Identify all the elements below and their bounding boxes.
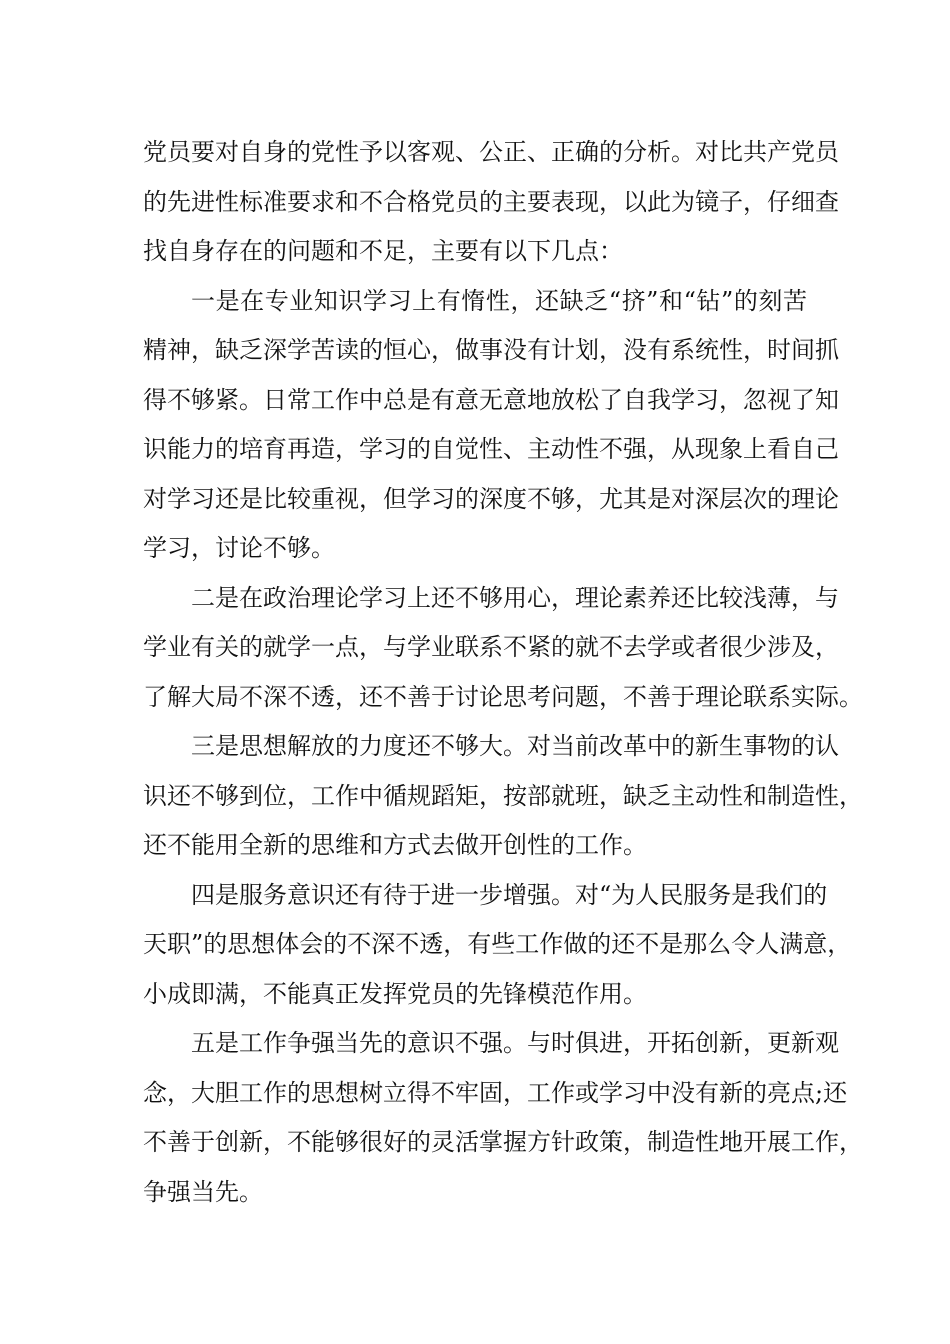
text-line: 小成即满，不能真正发挥党员的先锋模范作用。: [143, 979, 647, 1008]
text-line: 了解大局不深不透，还不善于讨论思考问题，不善于理论联系实际。: [143, 682, 863, 711]
text-line: 五是工作争强当先的意识不强。与时俱进，开拓创新，更新观: [191, 1029, 839, 1057]
text-line: 学业有关的就学一点，与学业联系不紧的就不去学或者很少涉及，: [143, 633, 839, 661]
text-line: 二是在政治理论学习上还不够用心，理论素养还比较浅薄，与: [191, 583, 839, 612]
text-line: 不善于创新，不能够很好的灵活掌握方针政策，制造性地开展工作，: [143, 1128, 863, 1156]
text-line: 得不够紧。日常工作中总是有意无意地放松了自我学习，忽视了知: [143, 385, 839, 414]
text-line: 识能力的培育再造，学习的自觉性、主动性不强，从现象上看自己: [143, 435, 839, 463]
text-line: 对学习还是比较重视，但学习的深度不够，尤其是对深层次的理论: [143, 484, 839, 513]
text-line: 识还不够到位，工作中循规蹈矩，按部就班，缺乏主动性和制造性，: [143, 781, 863, 810]
paragraph: [143, 1019, 863, 1217]
text-line: 的先进性标准要求和不合格党员的主要表现，以此为镜子，仔细查: [143, 187, 839, 216]
paragraph: [143, 277, 839, 574]
document-body: [143, 128, 863, 1217]
text-line: 三是思想解放的力度还不够大。对当前改革中的新生事物的认: [191, 732, 839, 760]
paragraph: [143, 871, 852, 1020]
text-line: 党员要对自身的党性予以客观、公正、正确的分析。对比共产党员: [143, 138, 839, 166]
text-line: 四是服务意识还有待于进一步增强。对“为人民服务是我们的: [191, 880, 828, 909]
paragraph: [143, 128, 839, 277]
text-line: 争强当先。: [143, 1177, 263, 1206]
text-line: 学习，讨论不够。: [143, 534, 335, 562]
text-line: 还不能用全新的思维和方式去做开创性的工作。: [143, 831, 647, 859]
text-line: 找自身存在的问题和不足，主要有以下几点：: [143, 237, 623, 265]
text-line: 精神，缺乏深学苦读的恒心，做事没有计划，没有系统性，时间抓: [143, 336, 839, 364]
text-line: 念，大胆工作的思想树立得不牢固，工作或学习中没有新的亮点;还: [143, 1078, 848, 1107]
paragraph: [143, 722, 863, 871]
text-line: 天职”的思想体会的不深不透，有些工作做的还不是那么令人满意，: [143, 930, 852, 958]
paragraph: [143, 574, 863, 723]
text-line: 一是在专业知识学习上有惰性，还缺乏“挤”和“钻”的刻苦: [191, 286, 807, 315]
